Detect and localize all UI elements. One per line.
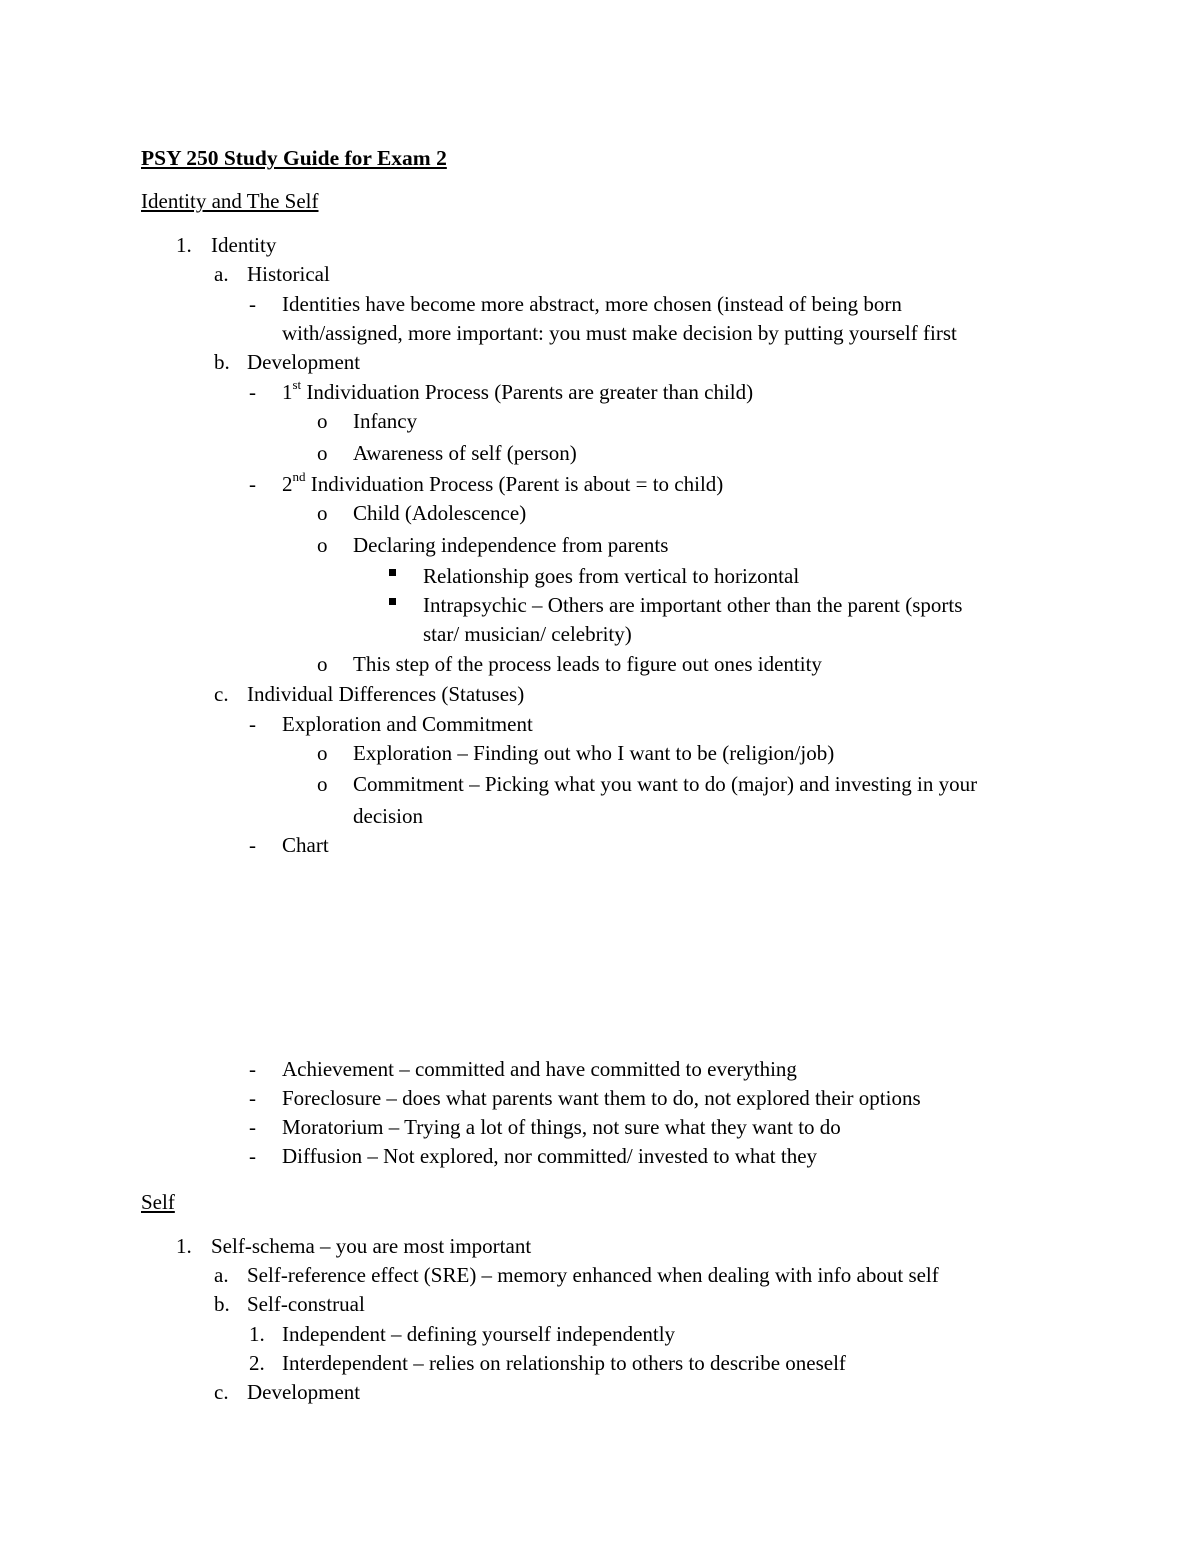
dash-bullet: - xyxy=(249,380,256,404)
list-marker: 1. xyxy=(176,233,192,257)
section-heading-self: Self xyxy=(141,1190,175,1214)
dash-bullet: - xyxy=(249,1086,256,1110)
list-item-text: Identities have become more abstract, more chosen (instead of being born xyxy=(282,292,902,316)
dash-bullet: - xyxy=(249,1144,256,1168)
list-item-first-individuation xyxy=(282,378,753,407)
dash-bullet: - xyxy=(249,1057,256,1081)
list-marker: a. xyxy=(214,262,229,286)
list-item-text: Individuation Process (Parents are greater than child) xyxy=(301,380,754,404)
list-item-individual-differences: Individual Differences (Statuses) xyxy=(247,682,525,706)
circle-bullet: o xyxy=(317,741,328,765)
list-marker: 1. xyxy=(176,1234,192,1258)
page-title: PSY 250 Study Guide for Exam 2 xyxy=(141,146,447,170)
list-item-text: Exploration and Commitment xyxy=(282,712,533,736)
circle-bullet: o xyxy=(317,652,328,676)
list-marker: c. xyxy=(214,1380,229,1404)
list-item-text: Awareness of self (person) xyxy=(353,441,577,465)
list-item-text: Exploration – Finding out who I want to be (religion/job) xyxy=(353,741,835,765)
dash-bullet: - xyxy=(249,292,256,316)
list-item-text: Declaring independence from parents xyxy=(353,533,669,557)
list-item-text: Independent – defining yourself independently xyxy=(282,1322,676,1346)
ordinal-suffix: nd xyxy=(292,469,306,484)
dash-bullet: - xyxy=(249,712,256,736)
list-item-text: Infancy xyxy=(353,409,418,433)
square-bullet xyxy=(389,598,396,605)
list-item-second-individuation xyxy=(282,470,723,499)
circle-bullet: o xyxy=(317,409,328,433)
dash-bullet: - xyxy=(249,1115,256,1139)
list-item-text: Moratorium – Trying a lot of things, not sure what they want to do xyxy=(282,1115,841,1139)
list-item-development: Development xyxy=(247,1380,361,1404)
list-item-text: Child (Adolescence) xyxy=(353,501,527,525)
square-bullet xyxy=(389,569,396,576)
ordinal-number: 1 xyxy=(282,380,293,404)
ordinal-suffix: st xyxy=(292,377,302,392)
list-marker: b. xyxy=(214,350,230,374)
list-marker: c. xyxy=(214,682,229,706)
circle-bullet: o xyxy=(317,533,328,557)
list-item-text: Commitment – Picking what you want to do (major) and investing in your xyxy=(353,772,978,796)
list-item-text: Interdependent – relies on relationship to others to describe oneself xyxy=(282,1351,846,1375)
list-item-text: decision xyxy=(353,804,423,828)
list-item-development: Development xyxy=(247,350,361,374)
list-item-text: Diffusion – Not explored, nor committed/ invested to what they xyxy=(282,1144,818,1168)
list-marker: a. xyxy=(214,1263,229,1287)
list-item-text: Intrapsychic – Others are important other than the parent (sports xyxy=(423,593,963,617)
list-marker: 2. xyxy=(249,1351,265,1375)
list-item-self-construal: Self-construal xyxy=(247,1292,365,1316)
dash-bullet: - xyxy=(249,472,256,496)
list-item-chart: Chart xyxy=(282,833,329,857)
list-item-text: This step of the process leads to figure out ones identity xyxy=(353,652,822,676)
list-item-text: Relationship goes from vertical to horizontal xyxy=(423,564,800,588)
list-item-identity: Identity xyxy=(211,233,277,257)
list-item-text: Self-reference effect (SRE) – memory enhanced when dealing with info about self xyxy=(247,1263,939,1287)
dash-bullet: - xyxy=(249,833,256,857)
list-item-text: with/assigned, more important: you must make decision by putting yourself first xyxy=(282,321,957,345)
list-marker: b. xyxy=(214,1292,230,1316)
list-marker: 1. xyxy=(249,1322,265,1346)
list-item-self-schema: Self-schema – you are most important xyxy=(211,1234,532,1258)
circle-bullet: o xyxy=(317,501,328,525)
section-heading-identity: Identity and The Self xyxy=(141,189,319,213)
list-item-historical: Historical xyxy=(247,262,330,286)
circle-bullet: o xyxy=(317,772,328,796)
circle-bullet: o xyxy=(317,441,328,465)
list-item-text: star/ musician/ celebrity) xyxy=(423,622,632,646)
ordinal-number: 2 xyxy=(282,472,293,496)
list-item-text: Foreclosure – does what parents want them to do, not explored their options xyxy=(282,1086,921,1110)
list-item-text: Achievement – committed and have committed to everything xyxy=(282,1057,797,1081)
list-item-text: Individuation Process (Parent is about = to child) xyxy=(305,472,724,496)
